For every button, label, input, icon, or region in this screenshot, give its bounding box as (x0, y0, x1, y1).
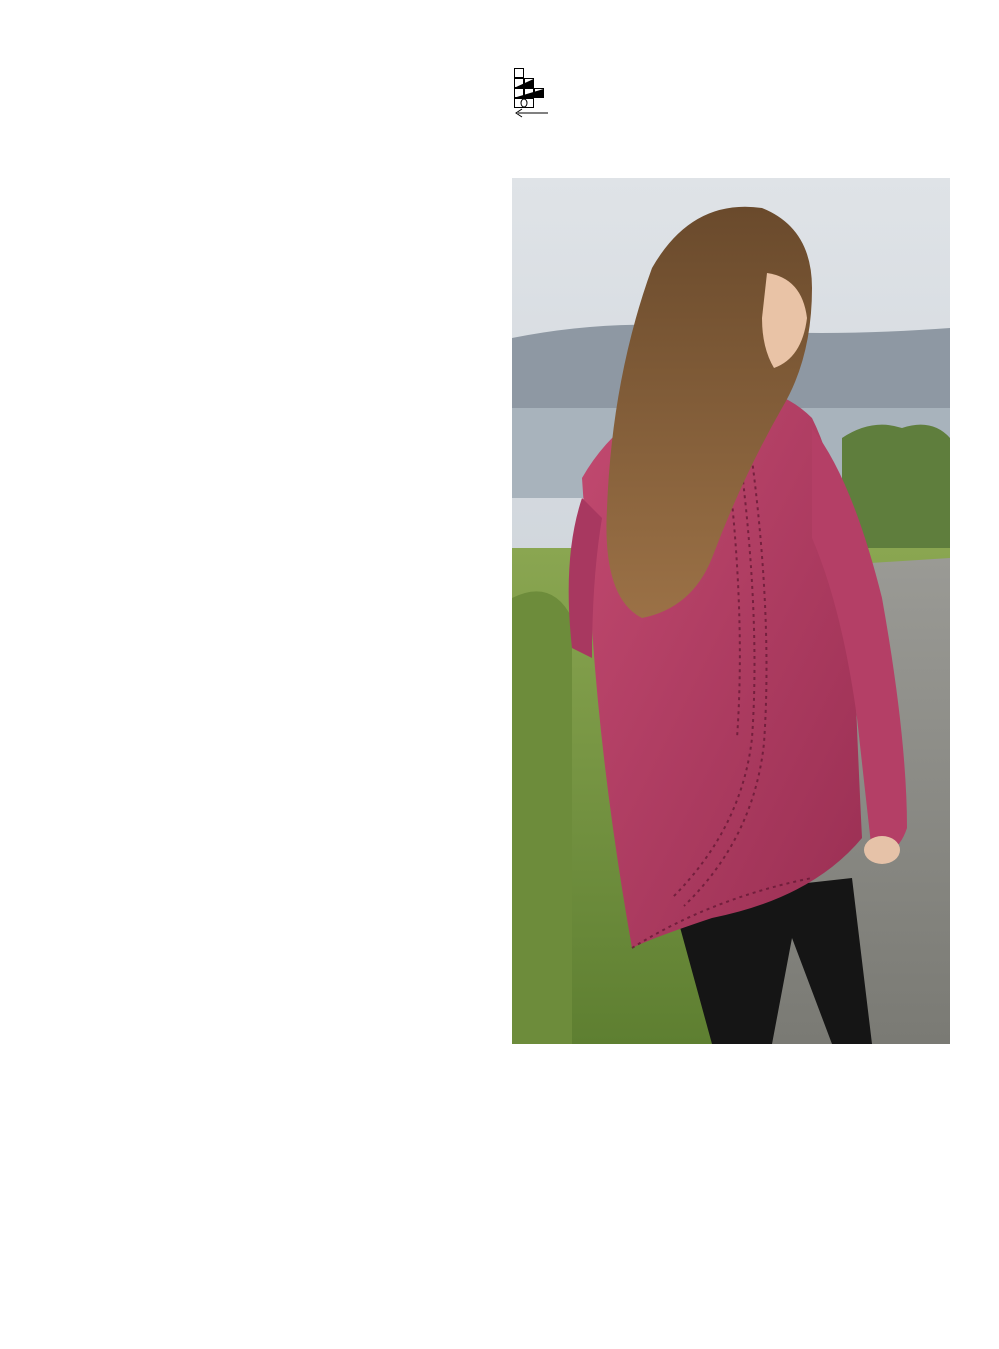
page-footer (945, 1297, 951, 1317)
legend (514, 68, 551, 118)
sweater-photo (512, 178, 950, 1044)
k3tog-icon (514, 88, 544, 98)
arrow-left-icon (514, 108, 548, 118)
legend-item (514, 108, 551, 118)
legend-item (514, 88, 551, 98)
legend-item (514, 78, 551, 88)
empty-square-icon (514, 68, 524, 78)
legend-item (514, 68, 551, 78)
yarn-over-icon (514, 98, 534, 108)
knitting-charts (40, 70, 440, 1105)
k2tog-icon (514, 78, 534, 88)
legend-item (514, 98, 551, 108)
